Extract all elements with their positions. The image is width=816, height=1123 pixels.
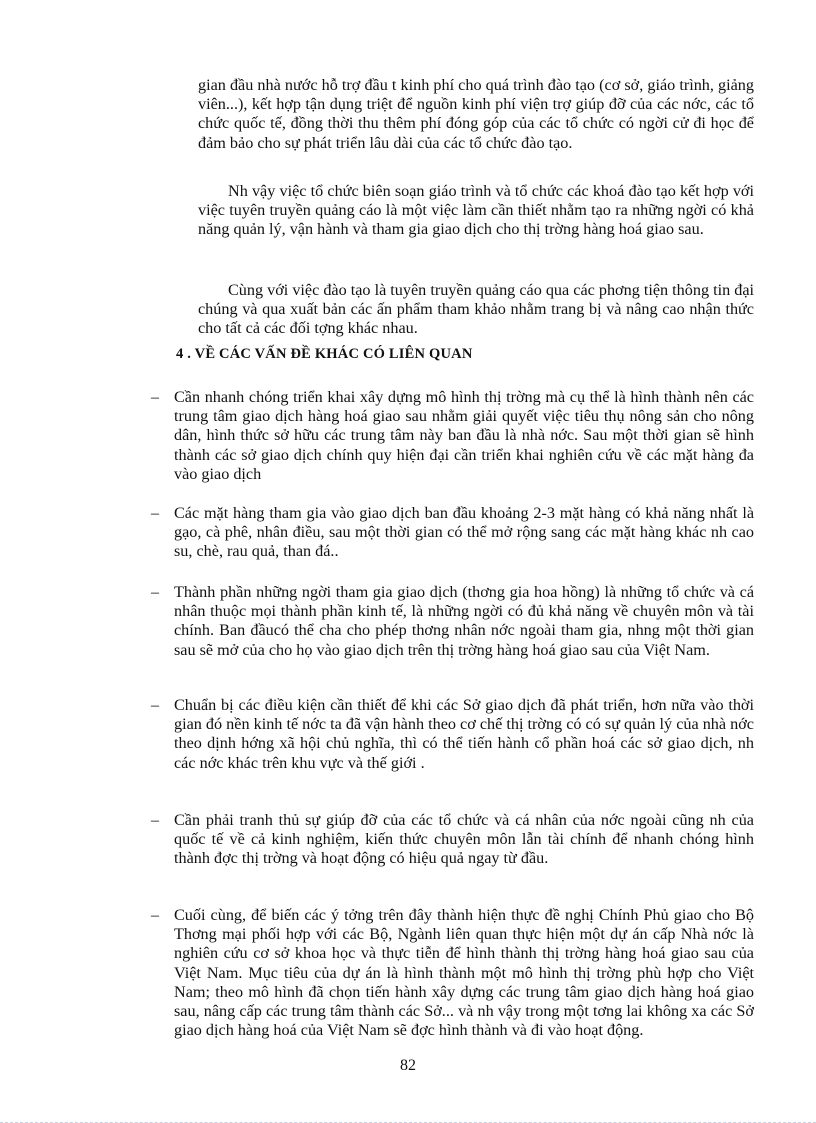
section-heading: 4 . VỀ CÁC VẤN ĐỀ KHÁC CÓ LIÊN QUAN — [176, 346, 473, 362]
list-item-text: Chuẩn bị các điều kiện cần thiết để khi các Sở giao dịch đã phát triển, hơn nữa vào thời gian đó nền kinh tế nớc ta đã vận hành theo cơ chế thị trờng có có sự quản lý của nhà nớc theo dịnh hớng xã hội chủ nghĩa, thì có thể tiến hành cổ phần hoá các sở giao dịch, nh các nớc khác trên khu vực và thế giới . — [174, 696, 754, 772]
page-number: 82 — [400, 1057, 416, 1074]
list-item-text: Cuối cùng, để biến các ý tởng trên đây thành hiện thực đề nghị Chính Phủ giao cho Bộ Thơng mại phối hợp với các Bộ, Ngành liên quan thực hiện một dự án cấp Nhà nớc là nghiên cứu cơ sở khoa học và thực tiễn để hình thành thị trờng hàng hoá giao sau của Việt Nam. Mục tiêu của dự án là hình thành một mô hình thị trờng phù hợp cho Việt Nam; theo mô hình đã chọn tiến hành xây dựng các trung tâm giao dịch hàng hoá giao sau, nâng cấp các trung tâm thành các Sở... và nh vậy trong một tơng lai không xa các Sở giao dịch hàng hoá của Việt Nam sẽ đợc hình thành và đi vào hoạt động. — [174, 906, 754, 1040]
paragraph-training-summary: Nh vậy việc tổ chức biên soạn giáo trình và tổ chức các khoá đào tạo kết hợp với việc tuyên truyền quảng cáo là một việc làm cần thiết nhằm tạo ra những ngời có khả năng quản lý, vận hành và tham gia giao dịch cho thị trờng hàng hoá giao sau. — [198, 182, 754, 239]
bullet-dash: – — [151, 584, 159, 601]
bullet-dash: – — [151, 697, 159, 714]
paragraph-media-outreach: Cùng với việc đào tạo là tuyên truyền quảng cáo qua các phơng tiện thông tin đại chúng và qua xuất bản các ấn phẩm tham khảo nhằm trang bị và nâng cao nhận thức cho tất cả các đối tợng khác nhau. — [198, 281, 754, 338]
bullet-dash: – — [151, 812, 159, 829]
list-item-text: Cần nhanh chóng triển khai xây dựng mô hình thị trờng mà cụ thể là hình thành nên các trung tâm giao dịch hàng hoá giao sau nhằm giải quyết việc tiêu thụ nông sản cho nông dân, hình thức sở hữu các trung tâm này ban đầu là nhà nớc. Sau một thời gian sẽ hình thành các sở giao dịch chính quy hiện đại cần triển khai nghiên cứu về các mặt hàng đa vào giao dịch — [174, 388, 754, 483]
list-item-text: Các mặt hàng tham gia vào giao dịch ban đầu khoảng 2-3 mặt hàng có khả năng nhất là gạo, cà phê, nhân điều, sau một thời gian có thể mở rộng sang các mặt hàng khác nh cao su, chè, rau quả, than đá.. — [174, 504, 754, 561]
bullet-dash: – — [151, 907, 159, 924]
list-item-text: Thành phần những ngời tham gia giao dịch (thơng gia hoa hồng) là những tổ chức và cá nhân thuộc mọi thành phần kinh tế, là những ngời có đủ khả năng về chuyên môn và tài chính. Ban đầucó thể cha cho phép thơng nhân nớc ngoài tham gia, nhng một thời gian sau sẽ mở của cho họ vào giao dịch trên thị trờng hàng hoá giao sau của Việt Nam. — [174, 583, 754, 659]
paragraph-funding: gian đầu nhà nước hỗ trợ đầu t kinh phí cho quá trình đào tạo (cơ sở, giáo trình, giảng viên...), kết hợp tận dụng triệt để nguồn kinh phí viện trợ giúp đỡ của các nớc, các tổ chức quốc tế, đồng thời thu thêm phí đóng góp của các tổ chức có ngời cử đi học để đảm bảo cho sự phát triển lâu dài của các tổ chức đào tạo. — [198, 76, 754, 152]
bullet-dash: – — [151, 505, 159, 522]
list-item-text: Cần phải tranh thủ sự giúp đỡ của các tổ chức và cá nhân của nớc ngoài cũng nh của quốc tế về cả kinh nghiệm, kiến thức chuyên môn lẫn tài chính để nhanh chóng hình thành đợc thị trờng và hoạt động có hiệu quả ngay từ đầu. — [174, 811, 754, 868]
bullet-dash: – — [151, 389, 159, 406]
